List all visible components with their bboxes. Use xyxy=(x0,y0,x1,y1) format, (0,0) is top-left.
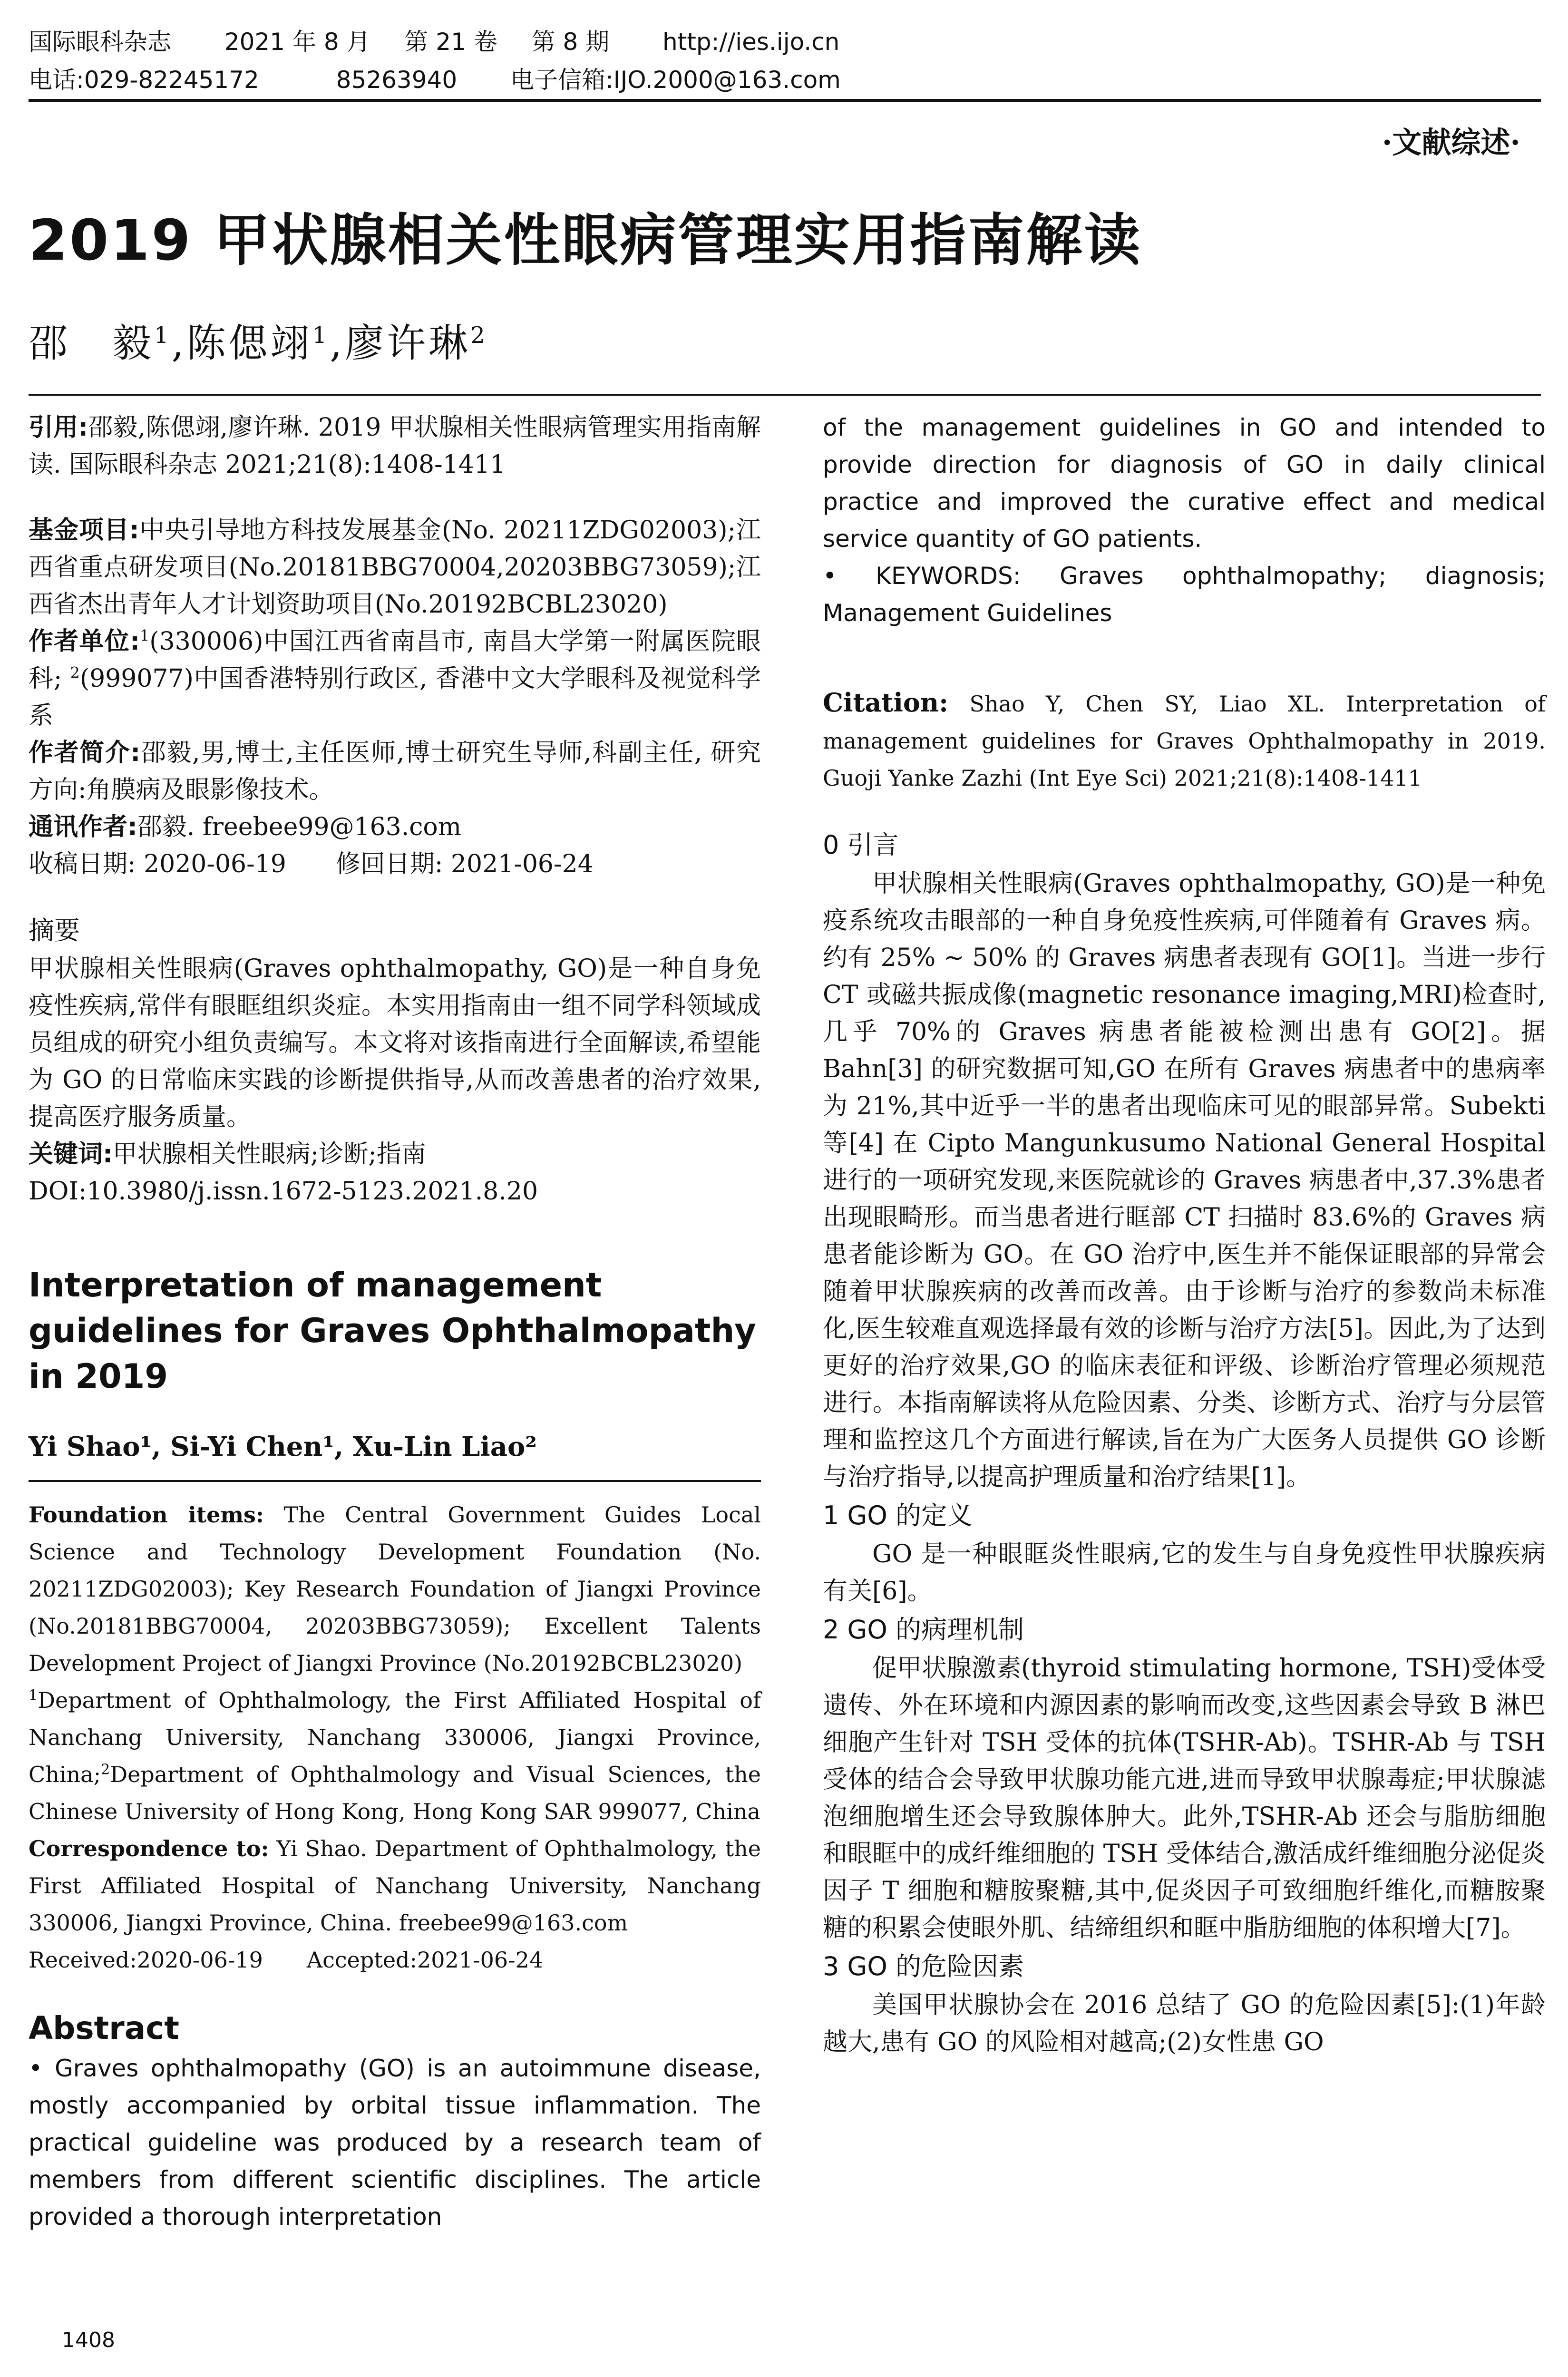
affiliation-cn-label: 作者单位: xyxy=(29,627,140,656)
affiliation-cn xyxy=(29,623,761,734)
section-0-heading: 0 引言 xyxy=(823,830,899,860)
citation-en-text: Shao Y, Chen SY, Liao XL. Interpretation of management guidelines for Graves Ophthalmopathy in 2019. Guoji Yanke Zazhi (Int Eye Sci) 2021;21(8):1408-1411 xyxy=(823,691,1546,791)
keywords-cn-text: 甲状腺相关性眼病;诊断;指南 xyxy=(112,1140,426,1169)
affil-2-text: (999077)中国香港特别行政区, 香港中文大学眼科及视觉科学系 xyxy=(29,664,761,730)
citation-cn-label: 引用: xyxy=(29,413,88,442)
affil-en-1-sup: 1 xyxy=(29,1687,38,1704)
keywords-cn-label: 关键词: xyxy=(29,1140,113,1169)
journal-name: 国际眼科杂志 xyxy=(29,28,171,56)
corresponding-cn-label: 通讯作者: xyxy=(29,813,137,841)
section-2-heading: 2 GO 的病理机制 xyxy=(823,1615,1024,1645)
author-3: ,廖许琳 xyxy=(330,321,471,366)
english-title: Interpretation of management guidelines for Graves Ophthalmopathy in 2019 xyxy=(29,1266,756,1396)
funding-en xyxy=(29,1496,761,1682)
affil-en-1: Department of Ophthalmology, the First Affiliated Hospital of Nanchang University, Nanchang 330006, Jiangxi Province, China; xyxy=(29,1687,761,1787)
section-tag: ·文献综述· xyxy=(1382,125,1520,160)
affil-en-2-sup: 2 xyxy=(101,1761,110,1778)
section-3-heading: 3 GO 的危险因素 xyxy=(823,1951,1024,1981)
funding-cn-label: 基金项目: xyxy=(29,516,139,545)
citation-en xyxy=(823,684,1546,797)
author-1: 邵 毅 xyxy=(29,321,155,366)
author-bio-label: 作者简介: xyxy=(29,739,141,767)
email[interactable]: 电子信箱:IJO.2000@163.com xyxy=(510,66,841,94)
corresponding-en-label: Correspondence to: xyxy=(29,1836,269,1861)
affil-1-text: (330006)中国江西省南昌市, 南昌大学第一附属医院眼科; xyxy=(29,627,761,693)
author-3-affil: 2 xyxy=(470,322,488,349)
citation-cn-text: 邵毅,陈偲翊,廖许琳. 2019 甲状腺相关性眼病管理实用指南解读. 国际眼科杂志 2021;21(8):1408-1411 xyxy=(29,413,761,479)
citation-en-label: Citation: xyxy=(823,687,949,718)
section-2-text: 促甲状腺激素(thyroid stimulating hormone, TSH)受体受遗传、外在环境和内源因素的影响而改变,这些因素会导致 B 淋巴细胞产生针对 TSH 受体的抗体(TSHR-Ab)。TSHR-Ab 与 TSH 受体的结合会导致甲状腺功能亢进,进而导致甲状腺毒症;甲状腺滤泡细胞增生还会导致腺体肿大。此外,TSHR-Ab 还会与脂肪细胞和眼眶中的成纤维细胞的 TSH 受体结合,激活成纤维细胞分泌促炎因子 T 细胞和糖胺聚糖,其中,促炎因子可致细胞纤维化,而糖胺聚糖的积累会使眼外肌、结缔组织和眶中脂肪细胞的体积增大[7]。 xyxy=(823,1654,1546,1942)
authors xyxy=(29,309,488,370)
affil-2-sup: 2 xyxy=(70,663,80,682)
author-bio-text: 邵毅,男,博士,主任医师,博士研究生导师,科副主任, 研究方向:角膜病及眼影像技术。 xyxy=(29,739,761,804)
keywords-cn xyxy=(29,1136,761,1173)
funding-en-label: Foundation items: xyxy=(29,1502,264,1528)
section-3-text: 美国甲状腺协会在 2016 总结了 GO 的危险因素[5]:(1)年龄越大,患有 GO 的风险相对越高;(2)女性患 GO xyxy=(823,1991,1546,2056)
doi[interactable]: DOI:10.3980/j.issn.1672-5123.2021.8.20 xyxy=(29,1177,538,1206)
article-title: 2019 甲状腺相关性眼病管理实用指南解读 xyxy=(29,207,1142,273)
author-2: ,陈偲翊 xyxy=(171,321,312,366)
issue: 第 8 期 xyxy=(531,28,610,56)
left-column xyxy=(29,409,761,2235)
affiliation-en xyxy=(29,1682,761,1830)
page-number: 1408 xyxy=(62,2328,115,2352)
issue-date: 2021 年 8 月 xyxy=(224,28,370,56)
citation-cn xyxy=(29,409,761,483)
corresponding-en-text: Yi Shao. Department of Ophthalmology, the First Affiliated Hospital of Nanchang University, Nanchang 330006, Jiangxi Province, China. freebee99@163.com xyxy=(29,1836,761,1936)
funding-en-text: The Central Government Guides Local Science and Technology Development Foundation (No. 20211ZDG02003); Key Research Foundation of Jiangxi Province (No.20181BBG70004, 20203BBG73059); Excellent Talents Development Project of Jiangxi Province (No.20192BCBL23020) xyxy=(29,1502,761,1676)
author-1-affil: 1 xyxy=(154,322,172,349)
volume: 第 21 卷 xyxy=(404,28,497,56)
authors-rule xyxy=(29,394,1541,396)
affil-en-2: Department of Ophthalmology and Visual Sciences, the Chinese University of Hong Kong, Hong Kong SAR 999077, China xyxy=(29,1762,761,1824)
right-column xyxy=(823,409,1546,2061)
author-2-affil: 1 xyxy=(312,322,330,349)
header-rule xyxy=(29,99,1541,102)
corresponding-cn-text: 邵毅. freebee99@163.com xyxy=(137,813,462,841)
funding-cn xyxy=(29,512,761,623)
section-0-text: 甲状腺相关性眼病(Graves ophthalmopathy, GO)是一种免疫系统攻击眼部的一种自身免疫性疾病,可伴随着有 Graves 病。约有 25% ~ 50% 的 Graves 病患者表现有 GO[1]。当进一步行 CT 或磁共振成像(magnetic resonance imaging,MRI)检查时,几乎 70%的 Graves 病患者能被检测出患有 GO[2]。据 Bahn[3] 的研究数据可知,GO 在所有 Graves 病患者中的患病率为 21%,其中近乎一半的患者出现临床可见的眼部异常。Subekti 等[4] 在 Cipto Mangunkusumo National General Hospital 进行的一项研究发现,来医院就诊的 Graves 病患者中,37.3%患者出现眼畸形。而当患者进行眶部 CT 扫描时 83.6%的 Graves 病患者能诊断为 GO。在 GO 治疗中,医生并不能保证眼部的异常会随着甲状腺疾病的改善而改善。由于诊断与治疗的参数尚未标准化,医生较难直观选择最有效的诊断与治疗方法[5]。因此,为了达到更好的治疗效果,GO 的临床表征和评级、诊断治疗管理必须规范进行。本指南解读将从危险因素、分类、诊断方式、治疗与分层管理和监控这几个方面进行解读,旨在为广大医务人员提供 GO 诊断与治疗指导,以提高护理质量和治疗结果[1]。 xyxy=(823,869,1546,1491)
journal-url[interactable]: http://ies.ijo.cn xyxy=(662,28,840,56)
funding-cn-text: 中央引导地方科技发展基金(No. 20211ZDG02003);江西省重点研发项目(No.20181BBG70004,20203BBG73059);江西省杰出青年人才计划资助项目(No.20192BCBL23020) xyxy=(29,516,761,619)
abstract-cn: 甲状腺相关性眼病(Graves ophthalmopathy, GO)是一种自身免疫性疾病,常伴有眼眶组织炎症。本实用指南由一组不同学科领域成员组成的研究小组负责编写。本文将对该指南进行全面解读,希望能为 GO 的日常临床实践的诊断提供指导,从而改善患者的治疗效果,提高医疗服务质量。 xyxy=(29,955,761,1131)
section-1-heading: 1 GO 的定义 xyxy=(823,1500,973,1530)
corresponding-en xyxy=(29,1830,761,1941)
keywords-en: • KEYWORDS: Graves ophthalmopathy; diagnosis; Management Guidelines xyxy=(823,562,1546,627)
phone: 电话:029-82245172 xyxy=(29,66,259,94)
corresponding-cn xyxy=(29,809,761,846)
dates-en: Received:2020-06-19 Accepted:2021-06-24 xyxy=(29,1947,544,1973)
dates-cn: 收稿日期: 2020-06-19 修回日期: 2021-06-24 xyxy=(29,850,594,878)
abstract-cn-heading: 摘要 xyxy=(29,916,80,945)
journal-header xyxy=(29,23,1541,61)
abstract-en-heading: Abstract xyxy=(29,2010,179,2046)
abstract-en: • Graves ophthalmopathy (GO) is an autoimmune disease, mostly accompanied by orbital tissue inflammation. The practical guideline was produced by a research team of members from different scientific disciplines. The article provided a thorough interpretation xyxy=(29,2055,761,2231)
author-bio xyxy=(29,734,761,809)
section-1-text: GO 是一种眼眶炎性眼病,它的发生与自身免疫性甲状腺疾病有关[6]。 xyxy=(823,1540,1546,1606)
abstract-en-continued: of the management guidelines in GO and intended to provide direction for diagnosis of GO in daily clinical practice and improved the curative effect and medical service quantity of GO patients. xyxy=(823,414,1546,553)
phone-2: 85263940 xyxy=(336,66,458,94)
affil-1-sup: 1 xyxy=(139,626,150,645)
journal-contact xyxy=(29,61,841,99)
english-authors: Yi Shao¹, Si-Yi Chen¹, Xu-Lin Liao² xyxy=(29,1431,537,1462)
